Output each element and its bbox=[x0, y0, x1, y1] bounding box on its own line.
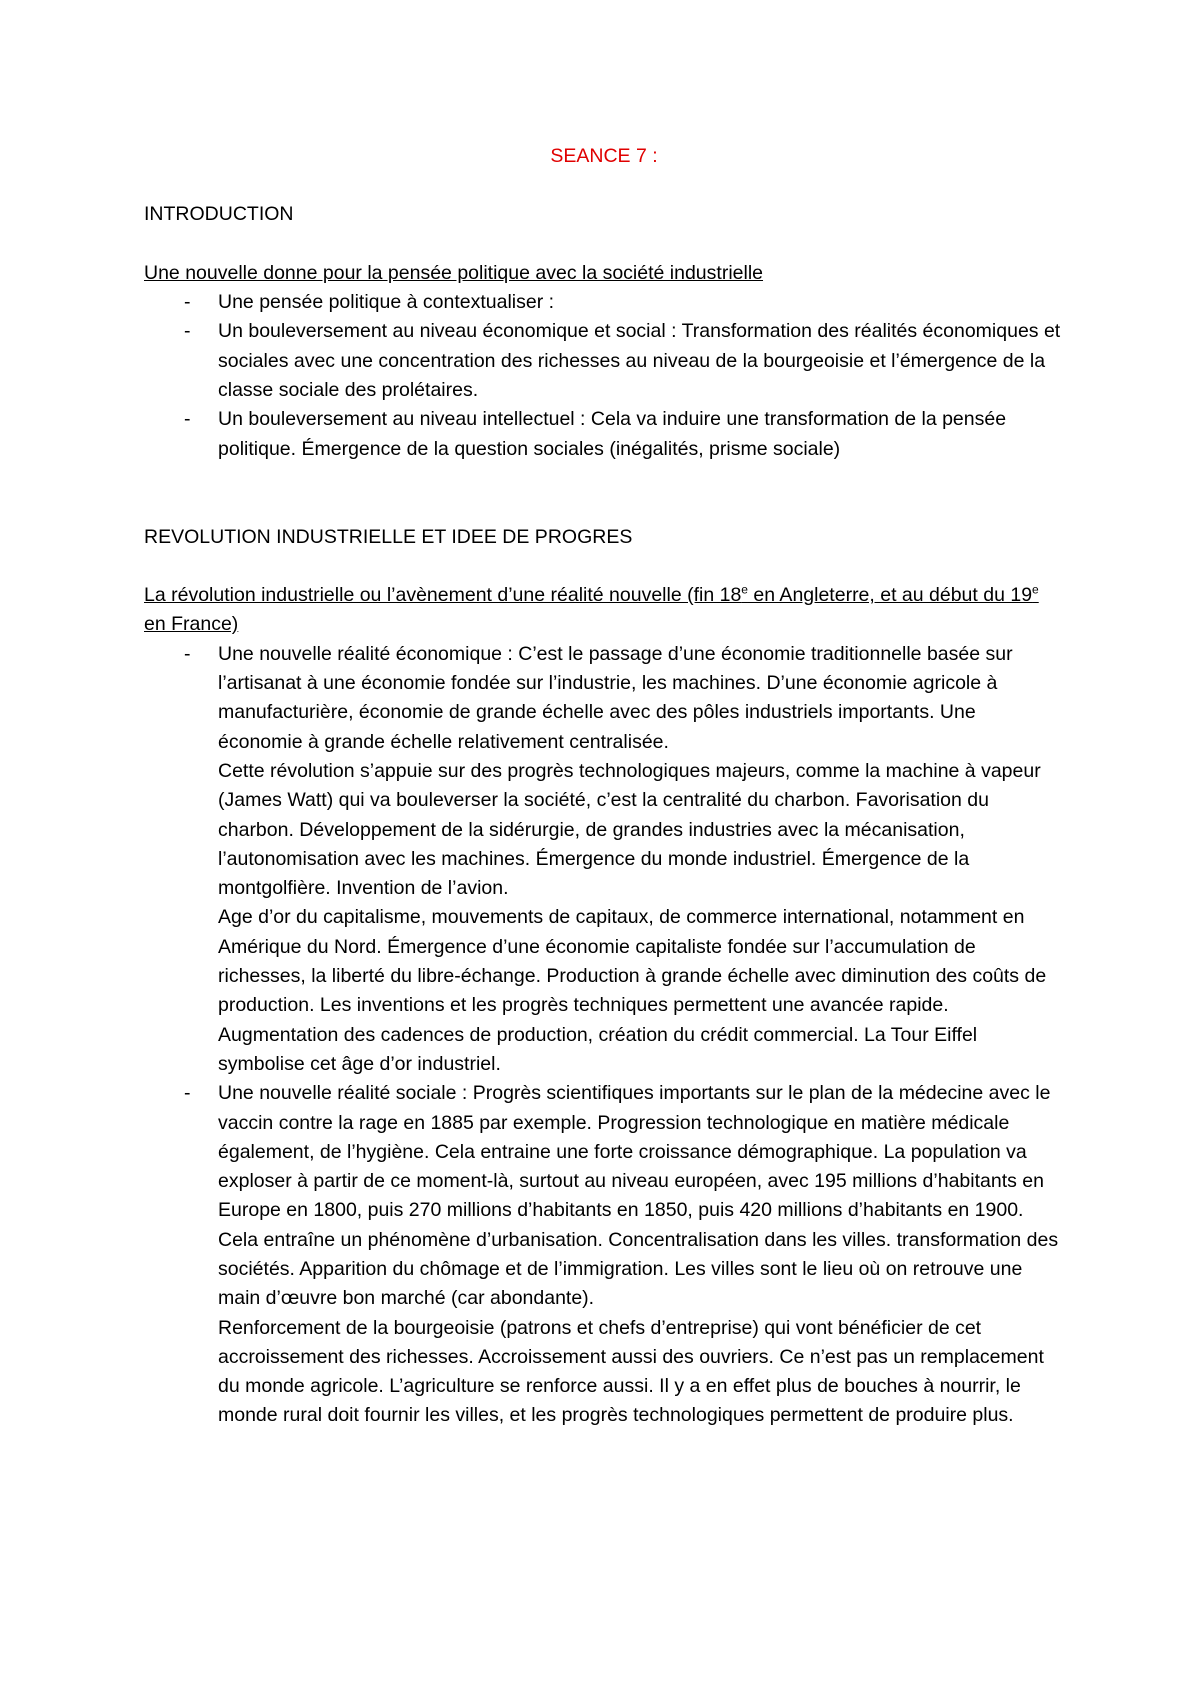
intro-bullet-list bbox=[144, 288, 1064, 464]
page-title: SEANCE 7 : bbox=[550, 145, 658, 167]
section-heading: REVOLUTION INDUSTRIELLE ET IDEE DE PROGRES bbox=[144, 525, 633, 548]
section-bullet-list bbox=[144, 640, 1064, 1431]
intro-heading: INTRODUCTION bbox=[144, 203, 294, 226]
dash-bullet: - bbox=[184, 408, 191, 431]
intro-subheading: Une nouvelle donne pour la pensée politique avec la société industrielle bbox=[144, 261, 764, 284]
dash-bullet: - bbox=[184, 291, 191, 314]
list-item: - Une pensée politique à contextualiser : bbox=[144, 288, 1064, 317]
document-body bbox=[144, 142, 1064, 1431]
dash-bullet: - bbox=[184, 1082, 191, 1105]
section-subheading: La révolution industrielle ou l’avènement d’une réalité nouvelle (fin 18e en Angleterre, et au début du 19e en France) bbox=[144, 582, 1039, 636]
dash-bullet: - bbox=[184, 320, 191, 343]
dash-bullet: - bbox=[184, 642, 191, 665]
list-item-economic: - Une nouvelle réalité économique : C’est le passage d’une économie traditionnelle basée sur l’artisanat à une économie fondée sur l’industrie, les machines. D’une économie agricole à manufacturière, économie de grande échelle avec des pôles industriels importants. Une économie à grande échelle relativement centralisée. Cette révolution s’appuie sur des progrès technologiques majeurs, comme la machine à vapeur (James Watt) qui va bouleverser la société, c’est la centralité du charbon. Favorisation du charbon. Développement de la sidérurgie, de grandes industries avec la mécanisation, l’autonomisation avec les machines. Émergence du monde industriel. Émergence de la montgolfière. Invention de l’avion. Age d’or du capitalisme, mouvements de capitaux, de commerce international, notamment en Amérique du Nord. Émergence d’une économie capitaliste fondée sur l’accumulation de richesses, la liberté du libre-échange. Production à grande échelle avec diminution des coûts de production. Les inventions et les progrès techniques permettent une avancée rapide. Augmentation des cadences de production, création du crédit commercial. La Tour Eiffel symbolise cet âge d’or industriel. bbox=[144, 640, 1064, 1079]
list-item: - Un bouleversement au niveau économique et social : Transformation des réalités économiques et sociales avec une concentration des richesses au niveau de la bourgeoisie et l’émergence de la classe sociale des prolétaires. bbox=[144, 317, 1064, 405]
list-item-social: - Une nouvelle réalité sociale : Progrès scientifiques importants sur le plan de la médecine avec le vaccin contre la rage en 1885 par exemple. Progression technologique en matière médicale également, de l’hygiène. Cela entraine une forte croissance démographique. La population va exploser à partir de ce moment-là, surtout au niveau européen, avec 195 millions d’habitants en Europe en 1800, puis 270 millions d’habitants en 1850, puis 420 millions d’habitants en 1900. Cela entraîne un phénomène d’urbanisation. Concentralisation dans les villes. transformation des sociétés. Apparition du chômage et de l’immigration. Les villes sont le lieu où on retrouve une main d’œuvre bon marché (car abondante). Renforcement de la bourgeoisie (patrons et chefs d’entreprise) qui vont bénéficier de cet accroissement des richesses. Accroissement aussi des ouvriers. Ce n’est pas un remplacement du monde agricole. L’agriculture se renforce aussi. Il y a en effet plus de bouches à nourrir, le monde rural doit fournir les villes, et les progrès technologiques permettent de produire plus. bbox=[144, 1079, 1064, 1431]
list-item: - Un bouleversement au niveau intellectuel : Cela va induire une transformation de la pensée politique. Émergence de la question sociales (inégalités, prisme sociale) bbox=[144, 405, 1064, 464]
